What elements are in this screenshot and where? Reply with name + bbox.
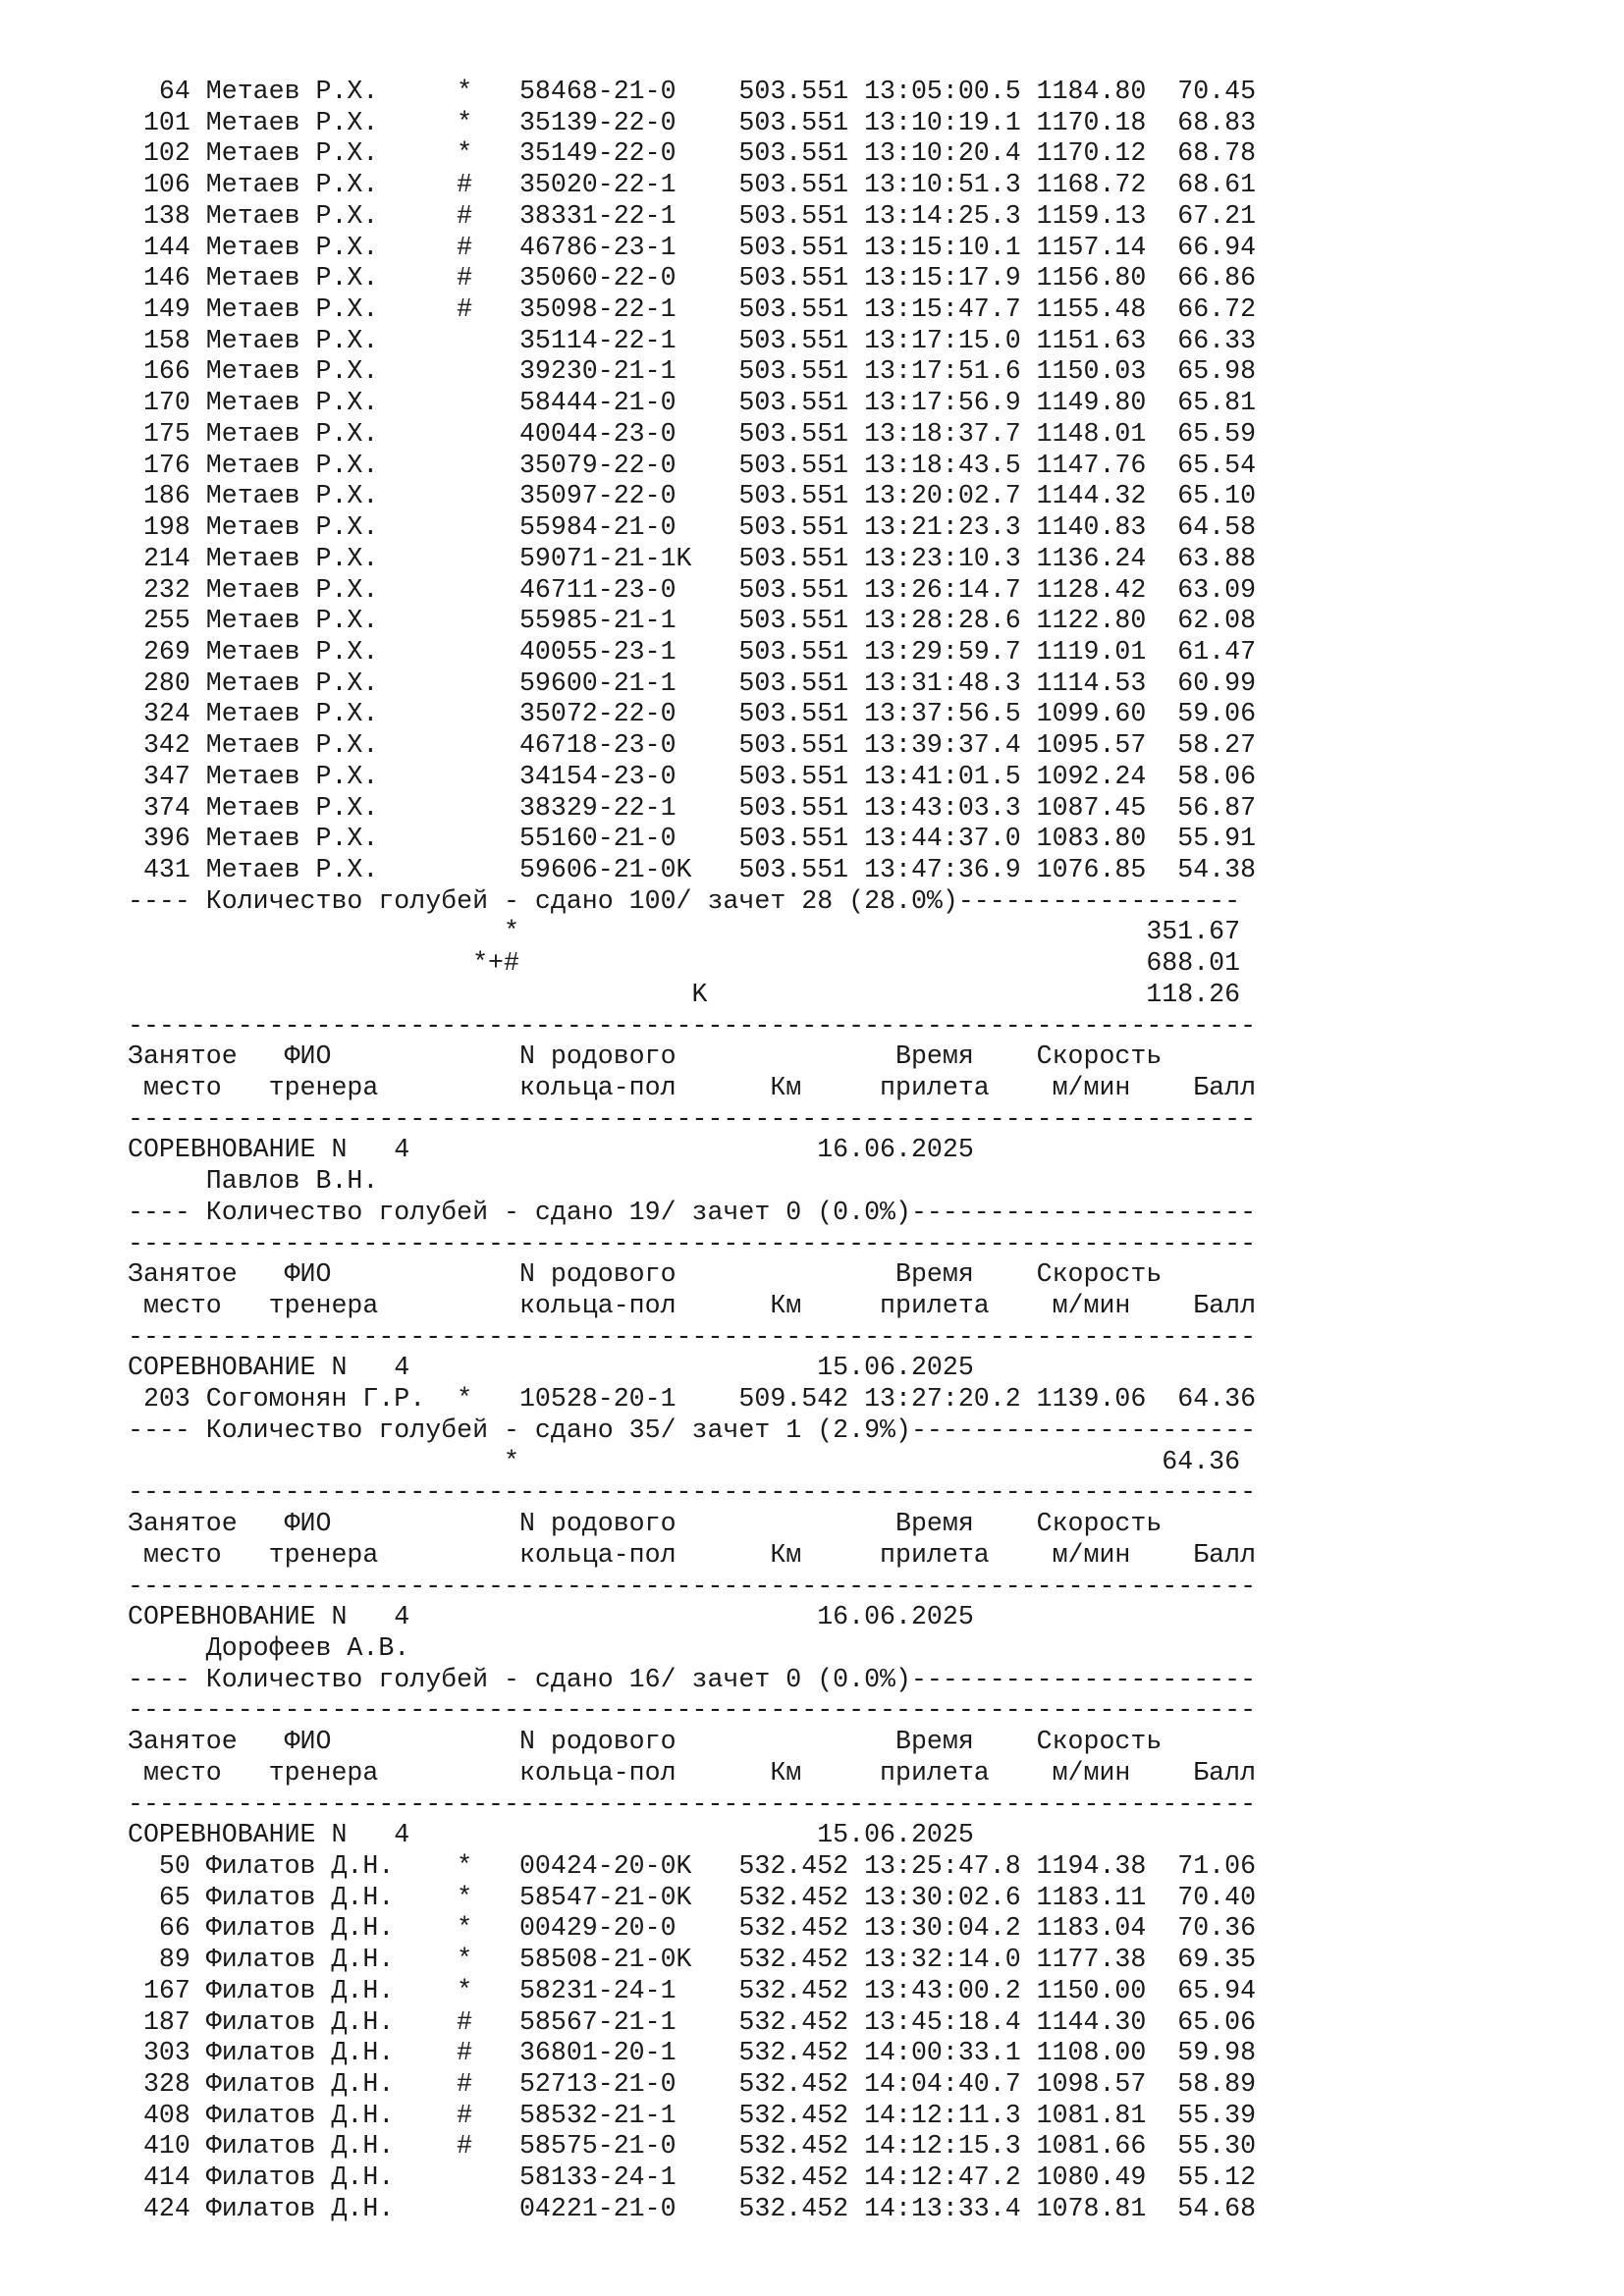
text-line: ---- Количество голубей - сдано 35/ зачет 1 (2.9%)----------------------: [128, 1415, 1257, 1445]
text-line: ------------------------------------------------------------------------: [128, 1321, 1257, 1352]
text-line: СОРЕВНОВАНИЕ N 4 16.06.2025: [128, 1135, 974, 1165]
text-line: место тренера кольца-пол Км прилета м/мин Балл: [128, 1073, 1257, 1102]
text-line: ------------------------------------------------------------------------: [128, 1010, 1257, 1041]
text-line: 431 Метаев Р.Х. 59606-21-0K 503.551 13:47:36.9 1076.85 54.38: [128, 854, 1257, 884]
text-line: 255 Метаев Р.Х. 55985-21-1 503.551 13:28:28.6 1122.80 62.08: [128, 606, 1257, 636]
text-line: место тренера кольца-пол Км прилета м/мин Балл: [128, 1539, 1257, 1570]
text-line: 410 Филатов Д.Н. # 58575-21-0 532.452 14:12:15.3 1081.66 55.30: [128, 2131, 1257, 2162]
text-line: ------------------------------------------------------------------------: [128, 1477, 1257, 1508]
text-line: 175 Метаев Р.Х. 40044-23-0 503.551 13:18:37.7 1148.01 65.59: [128, 418, 1257, 449]
text-line: 198 Метаев Р.Х. 55984-21-0 503.551 13:21:23.3 1140.83 64.58: [128, 512, 1257, 543]
text-line: 64 Метаев Р.Х. * 58468-21-0 503.551 13:05:00.5 1184.80 70.45: [128, 77, 1257, 106]
text-line: Дорофеев А.В.: [128, 1632, 410, 1663]
text-line: 414 Филатов Д.Н. 58133-24-1 532.452 14:12:47.2 1080.49 55.12: [128, 2163, 1257, 2193]
text-line: место тренера кольца-пол Км прилета м/мин Балл: [128, 1757, 1257, 1788]
text-line: 50 Филатов Д.Н. * 00424-20-0K 532.452 13:25:47.8 1194.38 71.06: [128, 1850, 1257, 1881]
text-line: ------------------------------------------------------------------------: [128, 1789, 1257, 1819]
text-line: 66 Филатов Д.Н. * 00429-20-0 532.452 13:30:04.2 1183.04 70.36: [128, 1913, 1257, 1944]
text-line: ------------------------------------------------------------------------: [128, 1103, 1257, 1134]
text-line: 347 Метаев Р.Х. 34154-23-0 503.551 13:41:01.5 1092.24 58.06: [128, 761, 1257, 791]
text-line: Занятое ФИО N родового Время Скорость: [128, 1041, 1163, 1072]
text-line: 89 Филатов Д.Н. * 58508-21-0K 532.452 13:32:14.0 1177.38 69.35: [128, 1945, 1257, 1975]
text-line: 166 Метаев Р.Х. 39230-21-1 503.551 13:17:51.6 1150.03 65.98: [128, 356, 1257, 387]
text-line: * 351.67: [128, 917, 1241, 947]
text-line: 106 Метаев Р.Х. # 35020-22-1 503.551 13:10:51.3 1168.72 68.61: [128, 170, 1257, 200]
text-line: Павлов В.Н.: [128, 1166, 379, 1197]
text-line: СОРЕВНОВАНИЕ N 4 15.06.2025: [128, 1353, 974, 1383]
text-line: 149 Метаев Р.Х. # 35098-22-1 503.551 13:15:47.7 1155.48 66.72: [128, 294, 1257, 325]
text-line: 408 Филатов Д.Н. # 58532-21-1 532.452 14:12:11.3 1081.81 55.39: [128, 2100, 1257, 2130]
text-line: место тренера кольца-пол Км прилета м/мин Балл: [128, 1291, 1257, 1321]
text-line: 144 Метаев Р.Х. # 46786-23-1 503.551 13:15:10.1 1157.14 66.94: [128, 232, 1257, 262]
text-line: Занятое ФИО N родового Время Скорость: [128, 1509, 1163, 1539]
text-line: 203 Согомонян Г.Р. * 10528-20-1 509.542 13:27:20.2 1139.06 64.36: [128, 1384, 1257, 1415]
text-line: ---- Количество голубей - сдано 19/ зачет 0 (0.0%)----------------------: [128, 1197, 1257, 1227]
text-line: *+# 688.01: [128, 948, 1241, 979]
text-line: 146 Метаев Р.Х. # 35060-22-0 503.551 13:15:17.9 1156.80 66.86: [128, 263, 1257, 294]
text-line: ------------------------------------------------------------------------: [128, 1228, 1257, 1258]
text-line: 424 Филатов Д.Н. 04221-21-0 532.452 14:13:33.4 1078.81 54.68: [128, 2193, 1257, 2223]
text-line: 158 Метаев Р.Х. 35114-22-1 503.551 13:17:15.0 1151.63 66.33: [128, 325, 1257, 355]
text-line: ---- Количество голубей - сдано 100/ зачет 28 (28.0%)------------------: [128, 885, 1241, 916]
text-line: 342 Метаев Р.Х. 46718-23-0 503.551 13:39:37.4 1095.57 58.27: [128, 730, 1257, 761]
text-line: 176 Метаев Р.Х. 35079-22-0 503.551 13:18:43.5 1147.76 65.54: [128, 450, 1257, 480]
text-line: ------------------------------------------------------------------------: [128, 1571, 1257, 1601]
text-line: 102 Метаев Р.Х. * 35149-22-0 503.551 13:10:20.4 1170.12 68.78: [128, 138, 1257, 169]
text-line: 374 Метаев Р.Х. 38329-22-1 503.551 13:43:03.3 1087.45 56.87: [128, 792, 1257, 823]
text-line: ---- Количество голубей - сдано 16/ зачет 0 (0.0%)----------------------: [128, 1664, 1257, 1694]
text-line: 232 Метаев Р.Х. 46711-23-0 503.551 13:26:14.7 1128.42 63.09: [128, 574, 1257, 605]
text-line: СОРЕВНОВАНИЕ N 4 16.06.2025: [128, 1602, 974, 1632]
results-printout: [128, 77, 1256, 2225]
text-line: 303 Филатов Д.Н. # 36801-20-1 532.452 14:00:33.1 1108.00 59.98: [128, 2038, 1257, 2068]
text-line: 138 Метаев Р.Х. # 38331-22-1 503.551 13:14:25.3 1159.13 67.21: [128, 200, 1257, 231]
text-line: 324 Метаев Р.Х. 35072-22-0 503.551 13:37:56.5 1099.60 59.06: [128, 699, 1257, 729]
text-line: 167 Филатов Д.Н. * 58231-24-1 532.452 13:43:00.2 1150.00 65.94: [128, 1975, 1257, 2005]
text-line: 280 Метаев Р.Х. 59600-21-1 503.551 13:31:48.3 1114.53 60.99: [128, 667, 1257, 698]
text-line: 396 Метаев Р.Х. 55160-21-0 503.551 13:44:37.0 1083.80 55.91: [128, 824, 1257, 854]
text-line: 269 Метаев Р.Х. 40055-23-1 503.551 13:29:59.7 1119.01 61.47: [128, 636, 1257, 667]
text-line: 328 Филатов Д.Н. # 52713-21-0 532.452 14:04:40.7 1098.57 58.89: [128, 2069, 1257, 2099]
text-line: ------------------------------------------------------------------------: [128, 1695, 1257, 1726]
text-line: 101 Метаев Р.Х. * 35139-22-0 503.551 13:10:19.1 1170.18 68.83: [128, 107, 1257, 137]
text-line: 65 Филатов Д.Н. * 58547-21-0K 532.452 13:30:02.6 1183.11 70.40: [128, 1882, 1257, 1912]
text-line: Занятое ФИО N родового Время Скорость: [128, 1259, 1163, 1290]
text-line: K 118.26: [128, 979, 1241, 1009]
text-line: Занятое ФИО N родового Время Скорость: [128, 1727, 1163, 1757]
text-line: 187 Филатов Д.Н. # 58567-21-1 532.452 13:45:18.4 1144.30 65.06: [128, 2006, 1257, 2037]
text-line: 186 Метаев Р.Х. 35097-22-0 503.551 13:20:02.7 1144.32 65.10: [128, 481, 1257, 511]
text-line: 170 Метаев Р.Х. 58444-21-0 503.551 13:17:56.9 1149.80 65.81: [128, 388, 1257, 418]
text-line: * 64.36: [128, 1446, 1241, 1476]
text-line: 214 Метаев Р.Х. 59071-21-1K 503.551 13:23:10.3 1136.24 63.88: [128, 543, 1257, 573]
text-line: СОРЕВНОВАНИЕ N 4 15.06.2025: [128, 1820, 974, 1850]
